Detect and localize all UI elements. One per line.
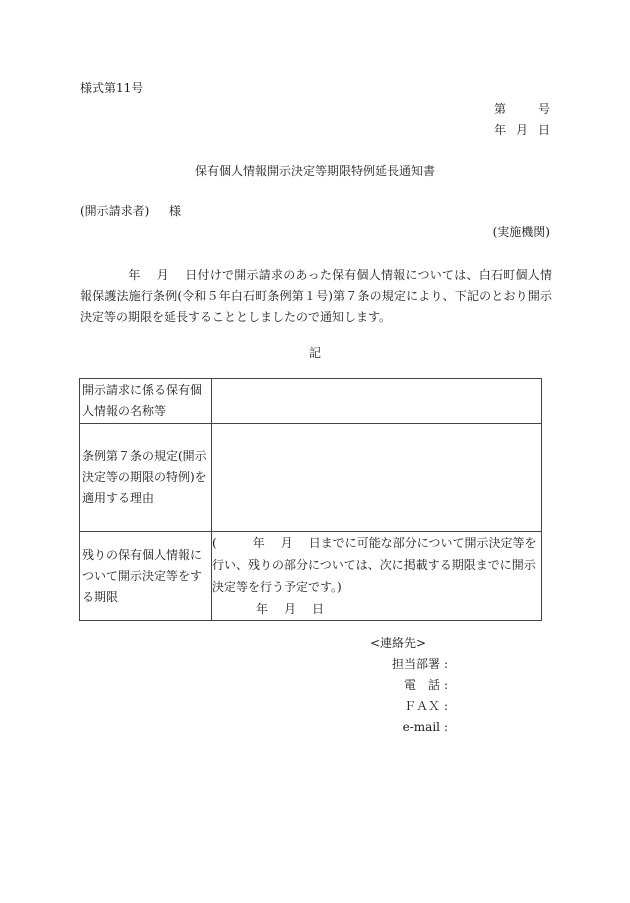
addressee bbox=[80, 205, 181, 217]
ki-heading: 記 bbox=[308, 346, 321, 360]
contact-department-label: 担当部署 bbox=[391, 657, 440, 671]
document-number-prefix: 第 bbox=[494, 102, 507, 116]
detail-table bbox=[79, 378, 542, 621]
reason-label: 条例第７条の規定(開示決定等の期限の特例)を適用する理由 bbox=[80, 424, 212, 532]
document-date-month: 月 bbox=[515, 123, 528, 137]
body-year: 年 bbox=[128, 268, 141, 282]
contact-colon: : bbox=[443, 678, 448, 692]
document-date-year: 年 bbox=[494, 123, 507, 137]
remaining-month: 月 bbox=[280, 536, 293, 550]
contact-colon: : bbox=[443, 720, 448, 734]
body-paragraph: 日付けで開示請求のあった保有個人情報については、白石町個人情報保護法施行条例(令和５年白石町条例第１号)第７条の規定により、下記のとおり開示決定等の期限を延長することとしましたので通知します。 bbox=[80, 268, 552, 324]
implementing-agency: (実施機関) bbox=[492, 225, 550, 239]
remaining-text: 日までに可能な部分について開示決定等を行い、残りの部分については、次に掲載する期限までに開示決定等を行う予定です。) bbox=[212, 536, 537, 594]
remaining-date-year: 年 bbox=[256, 602, 269, 616]
remaining-date bbox=[212, 598, 541, 620]
contact-colon: : bbox=[443, 657, 448, 671]
table-row bbox=[80, 424, 542, 532]
document-number bbox=[494, 103, 550, 115]
document-title: 保有個人情報開示決定等期限特例延長通知書 bbox=[194, 164, 435, 178]
remaining-year: 年 bbox=[252, 536, 265, 550]
contact-phone-label: 電 話 bbox=[403, 678, 440, 692]
remaining-deadline-field[interactable] bbox=[212, 532, 542, 621]
document-date bbox=[494, 124, 550, 136]
body-text bbox=[80, 265, 552, 328]
remaining-date-month: 月 bbox=[284, 602, 297, 616]
contact-email-label: e-mail bbox=[402, 720, 440, 734]
body-month: 月 bbox=[156, 268, 169, 282]
document-date-day: 日 bbox=[537, 123, 550, 137]
request-info-name-field[interactable] bbox=[212, 379, 542, 424]
reason-field[interactable] bbox=[212, 424, 542, 532]
remaining-open-paren: ( bbox=[212, 536, 217, 550]
table-row bbox=[80, 379, 542, 424]
table-row bbox=[80, 532, 542, 621]
request-info-name-label: 開示請求に係る保有個人情報の名称等 bbox=[80, 379, 212, 424]
form-number: 様式第11号 bbox=[80, 81, 144, 95]
remaining-deadline-label: 残りの保有個人情報について開示決定等をする期限 bbox=[80, 532, 212, 621]
remaining-date-day: 日 bbox=[312, 602, 325, 616]
contact-colon: : bbox=[443, 699, 448, 713]
document-number-suffix: 号 bbox=[537, 102, 550, 116]
addressee-honorific: 様 bbox=[169, 204, 182, 218]
addressee-label: (開示請求者) bbox=[80, 204, 150, 218]
contact-fax-label: ＦＡＸ bbox=[403, 699, 440, 713]
contact-heading: <連絡先> bbox=[370, 636, 427, 650]
